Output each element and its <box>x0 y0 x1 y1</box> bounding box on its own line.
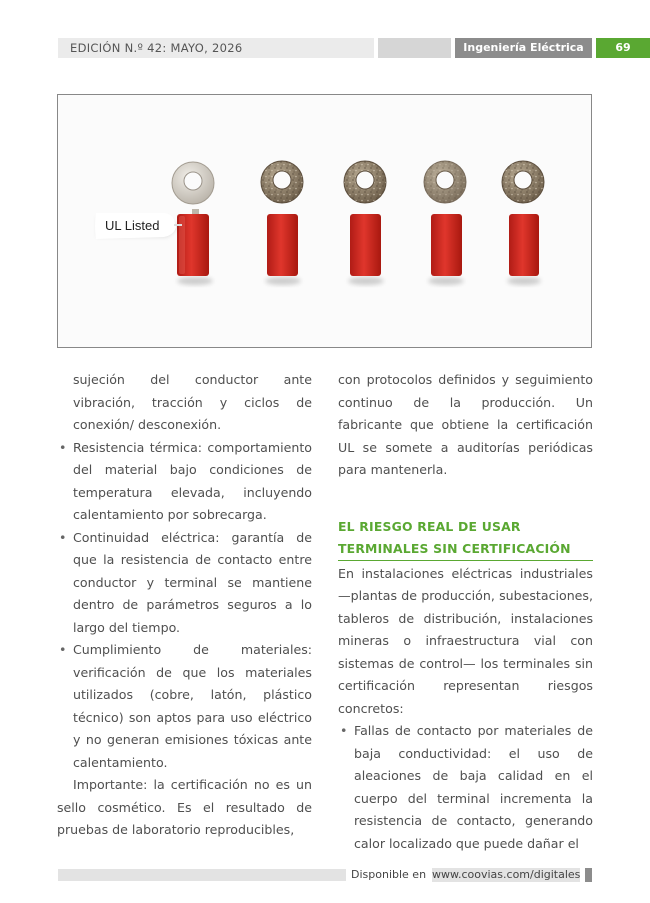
important-paragraph: Importante: la certificación no es un sello cosmético. Es el resultado de pruebas de laboratorio reproducibles, <box>57 777 312 837</box>
list-item: • Resistencia térmica: comportamiento del material bajo condiciones de temperatura elevada, incluyendo calentamiento por sobrecarga. <box>57 437 312 527</box>
ring-terminals-illustration <box>58 95 592 348</box>
section-heading-line1: EL RIESGO REAL DE USAR <box>338 518 521 534</box>
list-item: • Cumplimiento de materiales: verificación de que los materiales utilizados (cobre, latón, plástico técnico) son aptos para uso eléctrico y no generan emisiones tóxicas ante calentamiento. <box>57 639 312 774</box>
section-title: Ingeniería Eléctrica <box>455 38 592 58</box>
continuation-paragraph: sujeción del conductor ante vibración, tracción y ciclos de conexión/ desconexión. <box>73 372 312 432</box>
terminal-2 <box>261 161 303 285</box>
list-item: • Continuidad eléctrica: garantía de que la resistencia de contacto entre conductor y terminal se mantiene dentro de parámetros seguros a lo largo del tiempo. <box>57 527 312 640</box>
terminals-photo <box>57 94 592 348</box>
body-paragraph: En instalaciones eléctricas industriales —plantas de producción, subestaciones, tableros de distribución, instalaciones mineras o infraestructura vial con sistemas de control— los terminales sin certificación representan riesgos concretos: <box>338 565 593 716</box>
footer-url-link[interactable]: www.coovias.com/digitales <box>432 868 581 881</box>
list-item: • Fallas de contacto por materiales de baja conductividad: el uso de aleaciones de baja calidad en el cuerpo del terminal incrementa la resistencia de contacto, generando calor localizado que puede dañar el <box>338 720 593 855</box>
left-column <box>57 369 312 842</box>
header-divider <box>378 38 451 58</box>
footer-available-label: Disponible en <box>351 868 427 881</box>
risks-list <box>338 720 593 855</box>
edition-label: EDICIÓN N.º 42: MAYO, 2026 <box>58 38 374 58</box>
terminal-4 <box>424 161 466 285</box>
footer-end-marker <box>585 868 592 882</box>
ul-listed-label: UL Listed <box>105 218 160 233</box>
body-paragraph: con protocolos definidos y seguimiento continuo de la producción. Un fabricante que obtiene la certificación UL se somete a auditorías periódicas para mantenerla. <box>338 372 593 477</box>
section-heading-line2: TERMINALES SIN CERTIFICACIÓN <box>338 540 571 556</box>
page-number: 69 <box>596 38 650 58</box>
terminal-5 <box>502 161 544 285</box>
ul-listed-tag <box>95 213 182 239</box>
terminal-3 <box>344 161 386 285</box>
right-column <box>338 369 593 855</box>
footer-bar <box>58 869 346 881</box>
section-heading <box>338 516 593 561</box>
requirements-list <box>57 437 312 775</box>
terminal-1 <box>172 162 214 285</box>
